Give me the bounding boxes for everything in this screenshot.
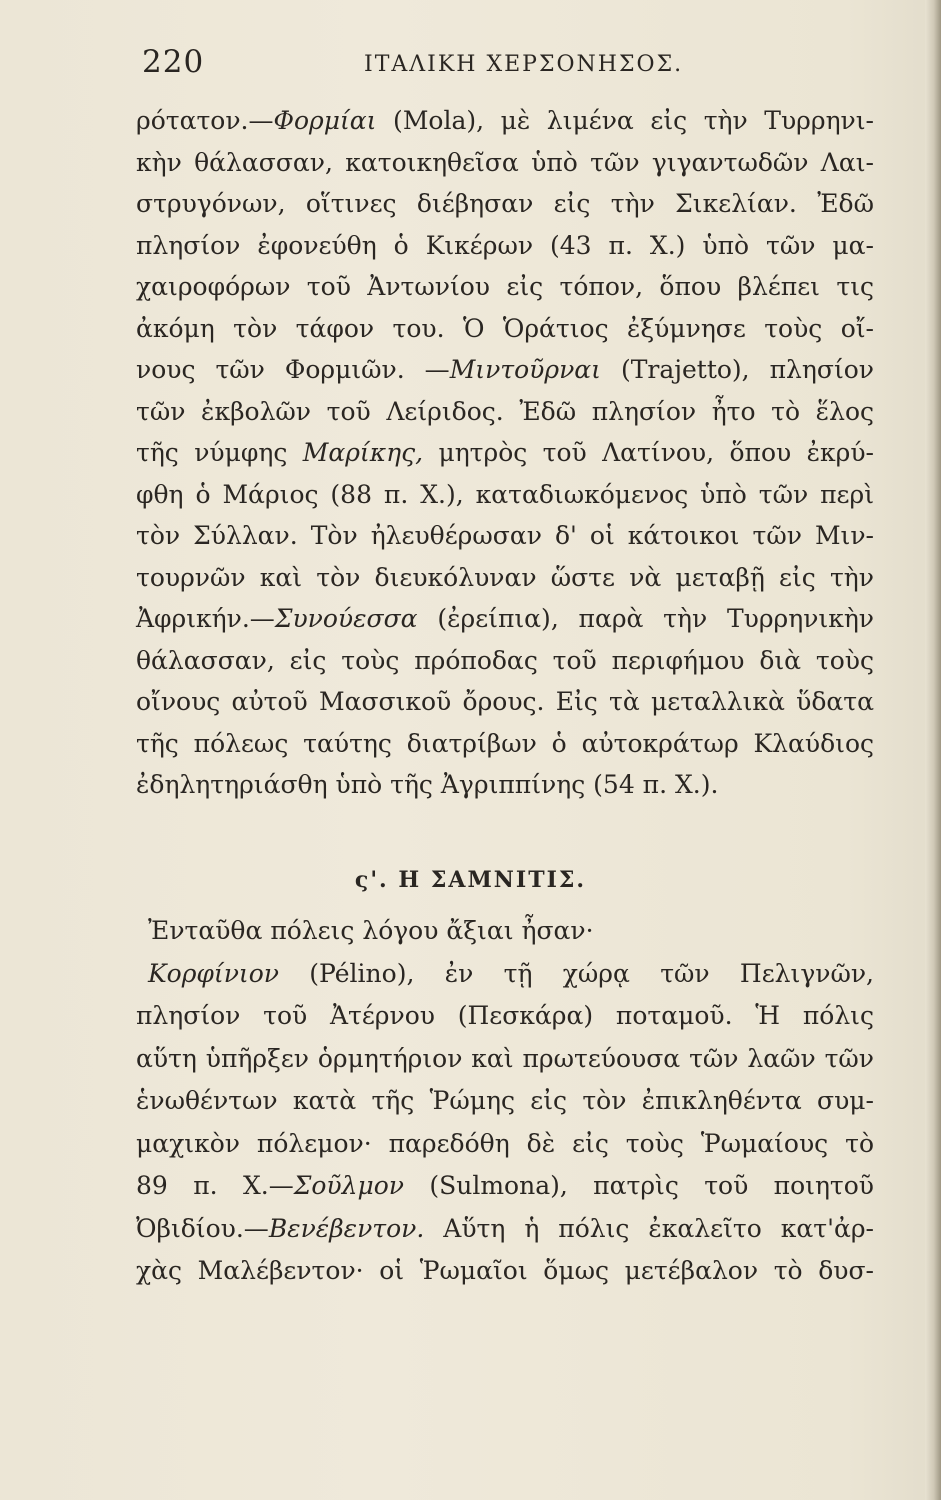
text-line bbox=[136, 519, 874, 553]
text-run: Ἐνταῦθα πόλεις λόγου ἄξιαι ἦσαν· bbox=[148, 916, 594, 945]
place-name: Σοῦλμον bbox=[293, 1171, 404, 1200]
text-run: ἐδηλητηριάσθη ὑπὸ τῆς Ἀγριππίνης (54 π. Χ.). bbox=[136, 770, 719, 799]
text-run: τῆς πόλεως ταύτης διατρίβων ὁ αὐτοκράτωρ Κλαύδιος bbox=[136, 728, 874, 758]
text-run: χαιροφόρων τοῦ Ἀντωνίου εἰς τόπον, ὅπου βλέπει τις bbox=[136, 272, 874, 301]
text-run: ρότατον.— bbox=[136, 106, 274, 135]
text-run: πλησίον τοῦ Ἀτέρνου (Πεσκάρα) ποταμοῦ. Ἡ πόλις bbox=[136, 1001, 874, 1030]
page-number: 220 bbox=[142, 44, 205, 80]
text-run: αὕτη ὑπῆρξεν ὁρμητήριον καὶ πρωτεύουσα τῶν λαῶν τῶν bbox=[136, 1043, 874, 1073]
page-edge-shadow bbox=[925, 0, 941, 1500]
place-name: Μαρίκης, bbox=[302, 438, 424, 467]
text-line bbox=[136, 768, 874, 802]
text-run: Αὕτη ἡ πόλις ἐκαλεῖτο κατ'ἀρ- bbox=[424, 1213, 874, 1243]
text-line bbox=[136, 353, 874, 387]
text-run: στρυγόνων, οἵτινες διέβησαν εἰς τὴν Σικελίαν. Ἐδῶ bbox=[136, 189, 874, 218]
text-run: μητρὸς τοῦ Λατίνου, ὅπου ἐκρύ- bbox=[423, 438, 874, 467]
text-run: (Mola), μὲ λιμένα εἰς τὴν Τυρρηνι- bbox=[376, 106, 874, 135]
text-run: κὴν θάλασσαν, κατοικηθεῖσα ὑπὸ τῶν γιγαντωδῶν Λαι- bbox=[136, 147, 874, 177]
text-run: θάλασσαν, εἰς τοὺς πρόποδας τοῦ περιφήμου διὰ τοὺς bbox=[136, 645, 874, 675]
text-run: τουρνῶν καὶ τὸν διευκόλυναν ὥστε νὰ μεταβῇ εἰς τὴν bbox=[136, 562, 874, 592]
text-run: ἑνωθέντων κατὰ τῆς Ῥώμης εἰς τὸν ἐπικληθέντα συμ- bbox=[136, 1086, 874, 1115]
place-name: Βενέβεντον. bbox=[268, 1213, 425, 1243]
text-line bbox=[136, 478, 874, 512]
text-run: 89 π. Χ.— bbox=[136, 1171, 294, 1200]
text-run: ἀκόμη τὸν τάφον του. Ὁ Ὁράτιος ἐξύμνησε τοὺς οἴ- bbox=[136, 313, 874, 343]
text-run: τῆς νύμφης bbox=[136, 438, 303, 467]
place-name: Συνούεσσα bbox=[274, 604, 418, 633]
text-line bbox=[136, 561, 874, 595]
text-run: τῶν ἐκβολῶν τοῦ Λείριδος. Ἐδῶ πλησίον ἦτο τὸ ἕλος bbox=[136, 396, 874, 426]
text-line bbox=[136, 999, 874, 1033]
place-name: Μιντοῦρναι bbox=[449, 355, 601, 384]
text-line bbox=[148, 914, 874, 948]
text-run: νους τῶν Φορμιῶν. — bbox=[136, 355, 450, 384]
text-line bbox=[136, 644, 874, 678]
text-run: (ἐρείπια), παρὰ τὴν Τυρρηνικὴν bbox=[417, 604, 874, 633]
text-line bbox=[136, 1212, 874, 1246]
page-header bbox=[142, 44, 882, 92]
section-heading: ς'. Η ΣΑΜΝΙΤΙΣ. bbox=[354, 867, 587, 893]
text-line bbox=[136, 187, 874, 221]
text-line bbox=[136, 1127, 874, 1161]
running-title: ΙΤΑΛΙΚΗ ΧΕΡΣΟΝΗΣΟΣ. bbox=[364, 52, 684, 77]
text-line bbox=[136, 1169, 874, 1203]
text-line bbox=[136, 229, 874, 263]
text-run: (Trajetto), πλησίον bbox=[600, 355, 874, 384]
text-line bbox=[136, 1084, 874, 1118]
text-line bbox=[136, 602, 874, 636]
text-run: (Pélino), ἐν τῇ χώρᾳ τῶν Πελιγνῶν, bbox=[278, 958, 874, 988]
text-line bbox=[136, 395, 874, 429]
text-run: Ὀβιδίου.— bbox=[136, 1213, 269, 1243]
text-run: οἴνους αὐτοῦ Μασσικοῦ ὄρους. Εἰς τὰ μεταλλικὰ ὕδατα bbox=[136, 687, 874, 716]
text-run: πλησίον ἐφονεύθη ὁ Κικέρων (43 π. Χ.) ὑπὸ τῶν μα- bbox=[136, 230, 874, 260]
text-line bbox=[136, 436, 874, 470]
text-line bbox=[136, 1042, 874, 1076]
text-run: (Sulmona), πατρὶς τοῦ ποιητοῦ bbox=[403, 1171, 875, 1200]
text-run: φθη ὁ Μάριος (88 π. Χ.), καταδιωκόμενος ὑπὸ τῶν περὶ bbox=[136, 479, 874, 509]
place-name: Κορφίνιον bbox=[148, 958, 279, 988]
text-run: Ἀφρικήν.— bbox=[136, 604, 275, 633]
text-run: μαχικὸν πόλεμον· παρεδόθη δὲ εἰς τοὺς Ῥωμαίους τὸ bbox=[136, 1128, 874, 1158]
text-line bbox=[136, 1254, 874, 1288]
text-line bbox=[136, 727, 874, 761]
text-line bbox=[136, 270, 874, 304]
text-line bbox=[136, 685, 874, 719]
text-line bbox=[136, 146, 874, 180]
text-run: τὸν Σύλλαν. Τὸν ἠλευθέρωσαν δ' οἱ κάτοικοι τῶν Μιν- bbox=[136, 521, 874, 550]
text-run: χὰς Μαλέβεντον· οἱ Ῥωμαῖοι ὅμως μετέβαλον τὸ δυσ- bbox=[136, 1256, 874, 1285]
text-line bbox=[136, 104, 874, 138]
place-name: Φορμίαι bbox=[273, 106, 377, 135]
text-line bbox=[136, 312, 874, 346]
text-line bbox=[148, 957, 874, 991]
